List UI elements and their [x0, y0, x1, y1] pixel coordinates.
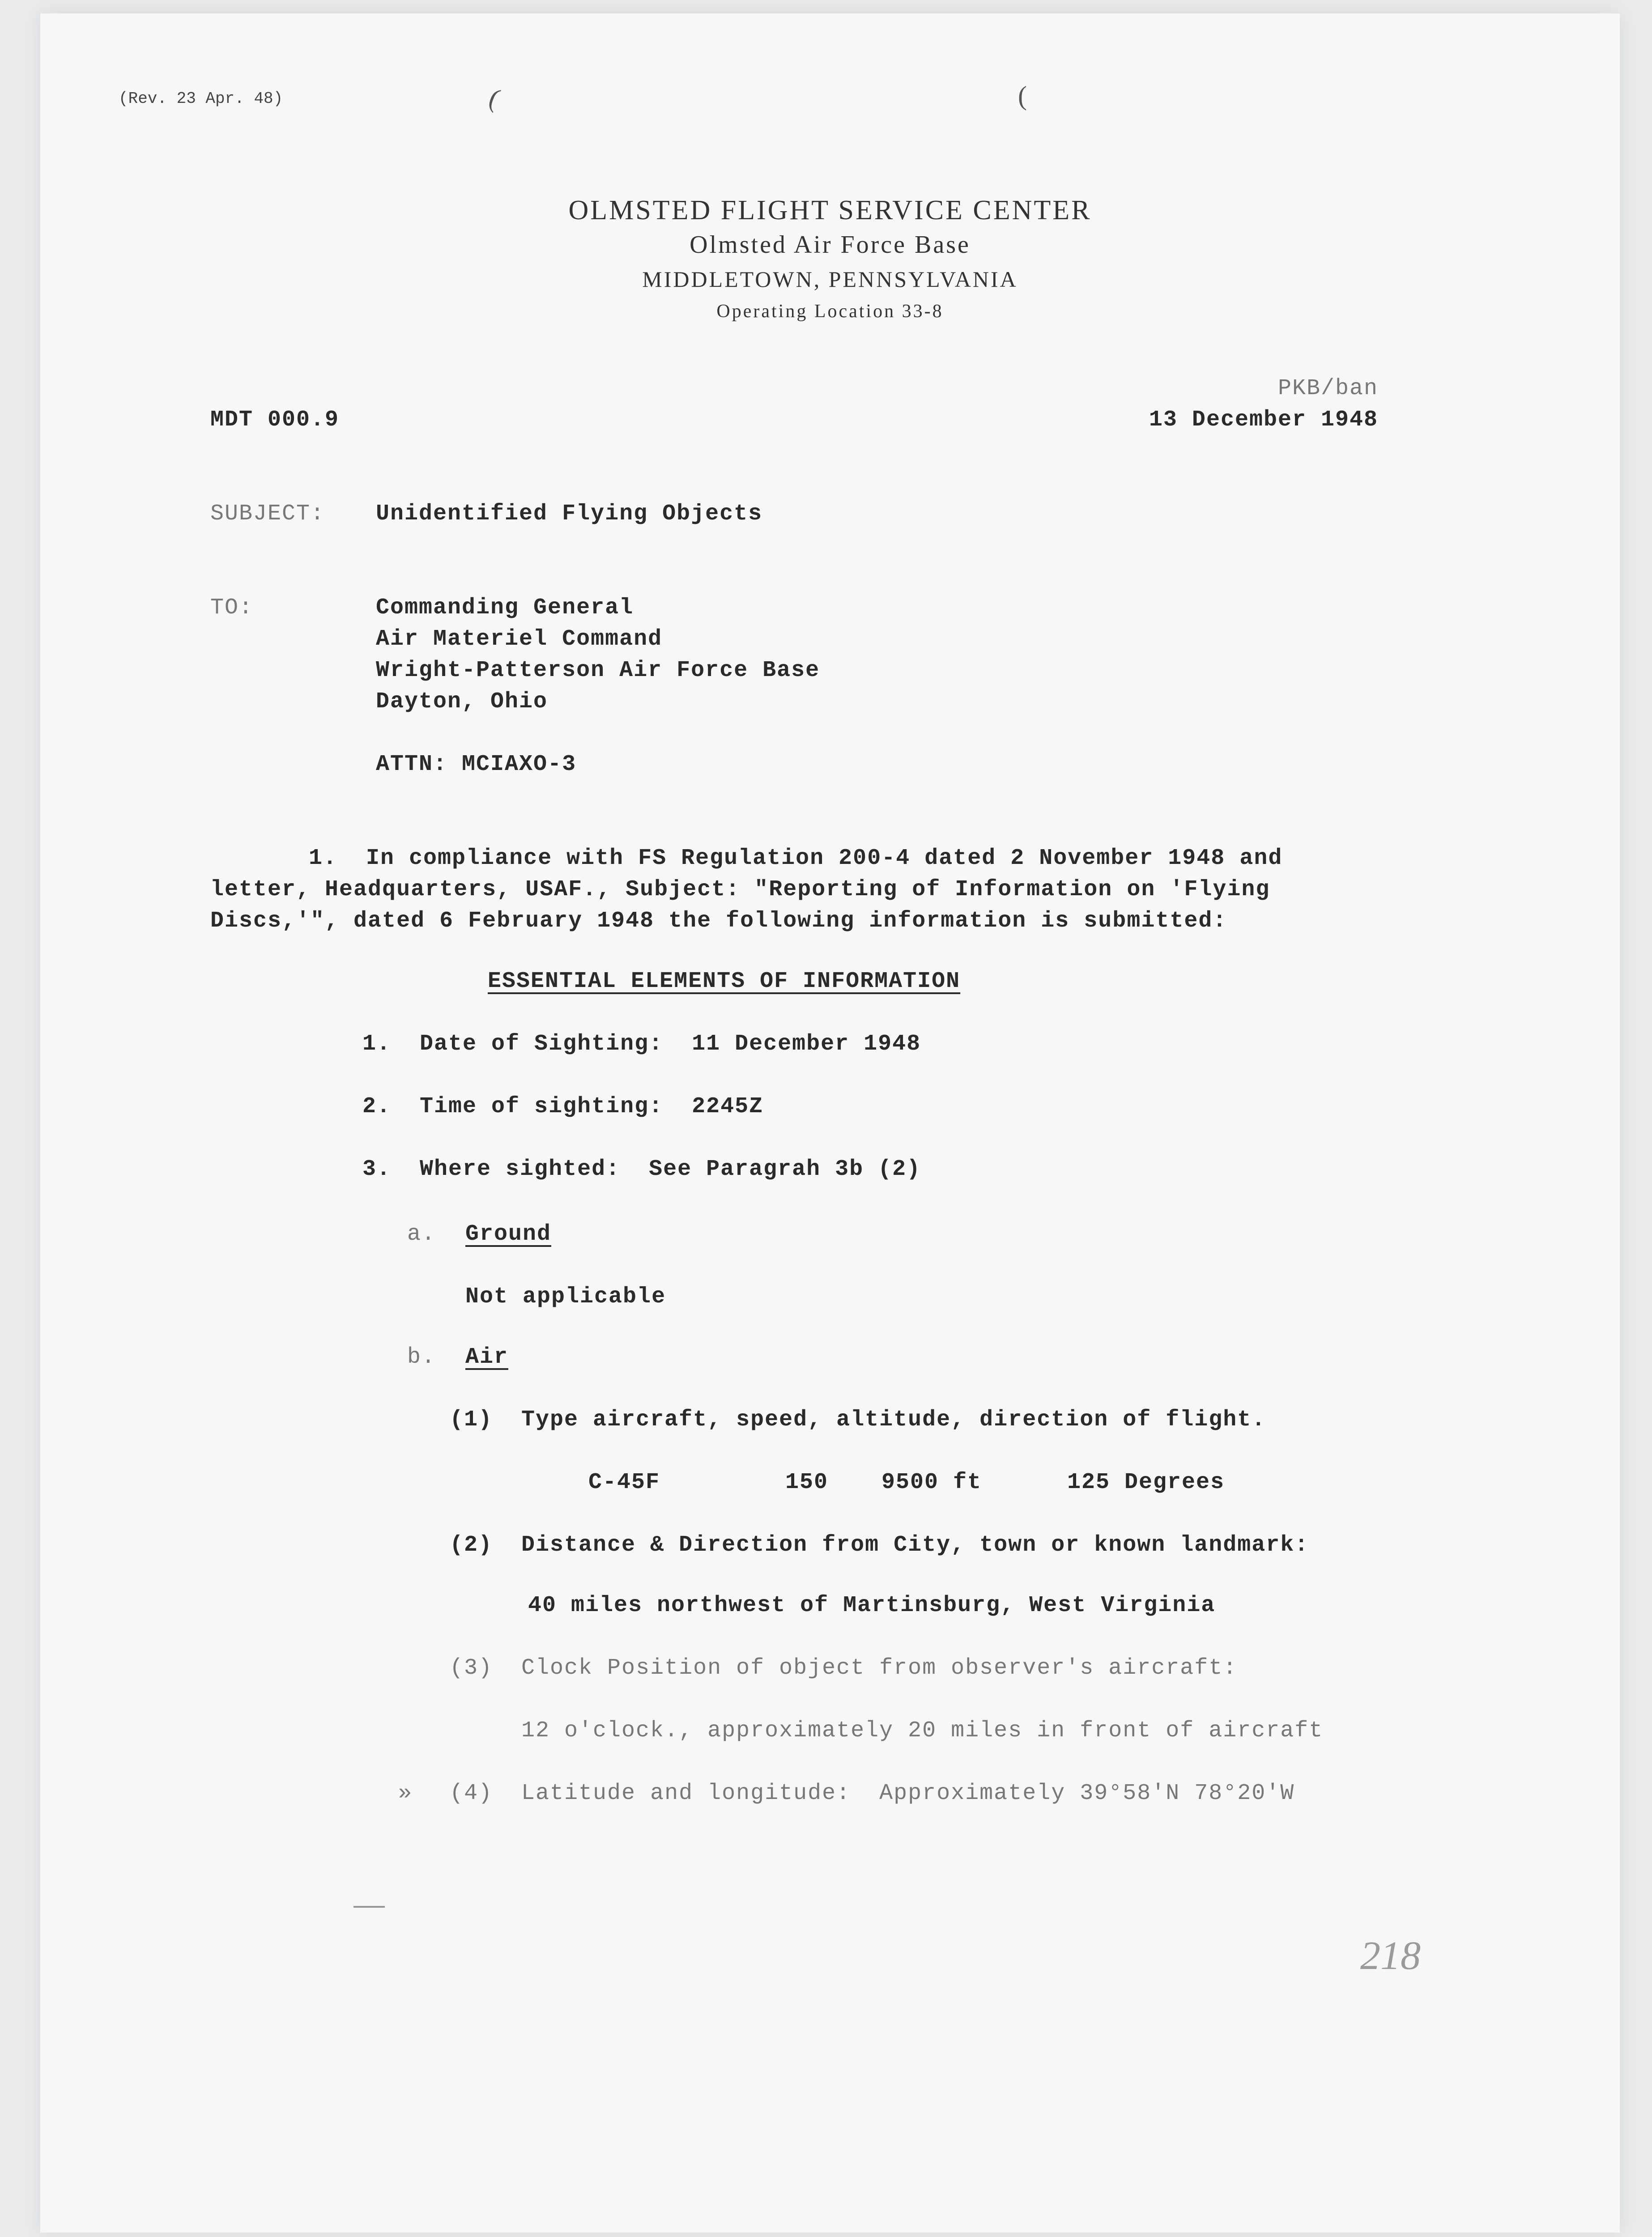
sub-a-text: Not applicable: [465, 1284, 666, 1310]
attention-line: ATTN: MCIAXO-3: [376, 752, 577, 777]
intro-line: Discs,'", dated 6 February 1948 the following information is submitted:: [210, 908, 1227, 934]
intro-line: 1. In compliance with FS Regulation 200-4 dated 2 November 1948 and: [309, 846, 1283, 871]
to-line: Wright-Patterson Air Force Base: [376, 658, 820, 683]
eei-heading: ESSENTIAL ELEMENTS OF INFORMATION: [488, 969, 961, 994]
air-value-speed: 150: [785, 1470, 829, 1495]
letterhead-location: Operating Location 33-8: [716, 301, 944, 322]
air-value-clock: 12 o'clock., approximately 20 miles in front of aircraft: [521, 1718, 1324, 1744]
intro-line: letter, Headquarters, USAF., Subject: "Reporting of Information on 'Flying: [210, 877, 1270, 902]
air-item-1: (1) Type aircraft, speed, altitude, direction of flight.: [450, 1407, 1266, 1433]
air-value-distance: 40 miles northwest of Martinsburg, West Virginia: [528, 1593, 1216, 1618]
to-line: Dayton, Ohio: [376, 689, 548, 714]
letterhead-city: MIDDLETOWN, PENNSYLVANIA: [642, 267, 1018, 292]
document-page: [40, 13, 1620, 2233]
sub-b-title: Air: [465, 1344, 509, 1370]
handwritten-page-number: 218: [1360, 1934, 1421, 1978]
air-value-direction: 125 Degrees: [1067, 1470, 1225, 1495]
item-where-sighted: 3. Where sighted: See Paragrah 3b (2): [362, 1157, 921, 1182]
item-time-of-sighting: 2. Time of sighting: 2245Z: [362, 1094, 764, 1119]
file-reference: MDT 000.9: [210, 407, 340, 433]
subject-text: Unidentified Flying Objects: [376, 501, 763, 527]
letter-date: 13 December 1948: [1149, 407, 1378, 433]
letterhead-base: Olmsted Air Force Base: [690, 231, 971, 259]
stray-mark: (: [1018, 81, 1027, 111]
sub-b-label: b.: [407, 1344, 436, 1370]
to-label: TO:: [210, 595, 254, 621]
subject-label: SUBJECT:: [210, 501, 325, 527]
item-date-of-sighting: 1. Date of Sighting: 11 December 1948: [362, 1031, 921, 1057]
air-value-altitude: 9500 ft: [881, 1470, 982, 1495]
stray-mark: (: [485, 82, 504, 114]
sub-a-label: a.: [407, 1221, 436, 1247]
stray-mark: »: [398, 1781, 413, 1806]
letterhead-org: OLMSTED FLIGHT SERVICE CENTER: [568, 195, 1092, 225]
air-item-4: (4) Latitude and longitude: Approximately 39°58'N 78°20'W: [450, 1781, 1295, 1806]
air-value-aircraft: C-45F: [588, 1470, 660, 1495]
air-item-3: (3) Clock Position of object from observer's aircraft:: [450, 1655, 1238, 1681]
initials: PKB/ban: [1277, 376, 1378, 401]
sub-a-title: Ground: [465, 1221, 552, 1247]
air-item-2: (2) Distance & Direction from City, town or known landmark:: [450, 1532, 1309, 1558]
to-line: Air Materiel Command: [376, 626, 663, 652]
revision-note: (Rev. 23 Apr. 48): [119, 89, 283, 108]
to-line: Commanding General: [376, 595, 634, 621]
stray-dash: [353, 1906, 385, 1908]
